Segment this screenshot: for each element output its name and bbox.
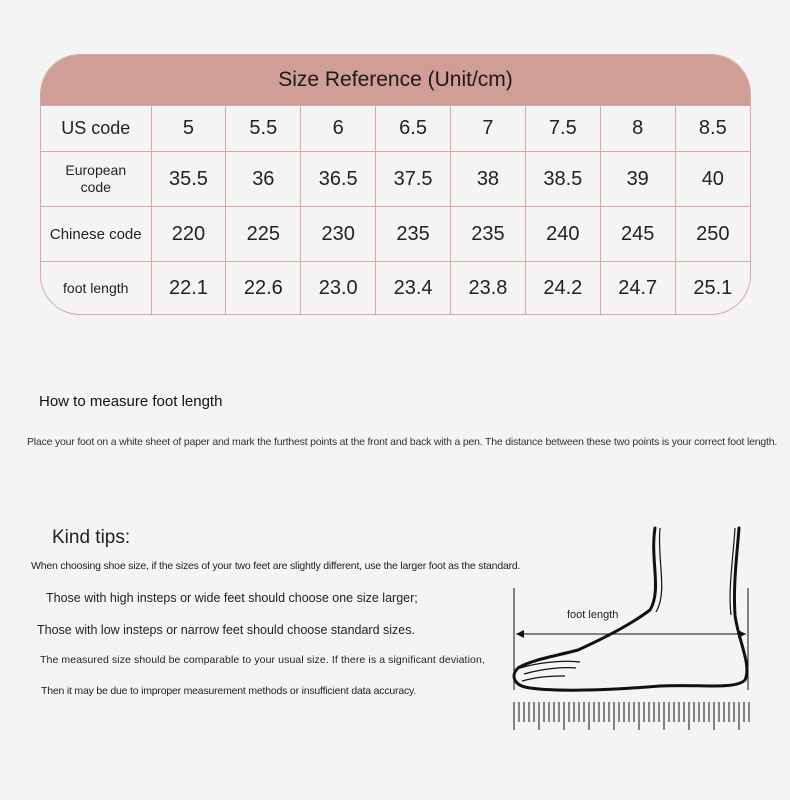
cell: 36.5	[301, 152, 376, 207]
table-row-us	[41, 106, 750, 152]
cell: 7.5	[525, 106, 600, 152]
tip-line-1: When choosing shoe size, if the sizes of your two feet are slightly different, use the larger foot as the standard.	[31, 560, 521, 572]
cell: 240	[525, 207, 600, 262]
row-label-european-text: European code	[65, 162, 127, 195]
cell: 5.5	[226, 106, 301, 152]
table-title: Size Reference (Unit/cm)	[41, 55, 750, 106]
cell: 8	[600, 106, 675, 152]
row-label-foot-length: foot length	[41, 262, 151, 316]
cell: 39	[600, 152, 675, 207]
cell: 38	[451, 152, 526, 207]
cell: 6.5	[376, 106, 451, 152]
ruler	[514, 702, 749, 730]
cell: 38.5	[525, 152, 600, 207]
cell: 22.6	[226, 262, 301, 316]
cell: 35.5	[151, 152, 226, 207]
tip-line-4: The measured size should be comparable to your usual size. If there is a significant deviation,	[40, 654, 485, 666]
foot-length-label: foot length	[567, 609, 619, 621]
measure-heading: How to measure foot length	[39, 393, 223, 410]
measure-instructions: Place your foot on a white sheet of paper and mark the furthest points at the front and back with a pen. The distance between these two points is your correct foot length.	[27, 436, 778, 448]
tip-line-3: Those with low insteps or narrow feet should choose standard sizes.	[37, 623, 415, 637]
cell: 225	[226, 207, 301, 262]
row-label-chinese: Chinese code	[41, 207, 151, 262]
cell: 250	[675, 207, 750, 262]
row-label-european	[41, 152, 151, 207]
cell: 245	[600, 207, 675, 262]
cell: 5	[151, 106, 226, 152]
size-reference-table	[40, 54, 751, 315]
tips-title: Kind tips:	[52, 527, 131, 548]
cell: 24.2	[525, 262, 600, 316]
row-label-us: US code	[41, 106, 151, 152]
cell: 25.1	[693, 277, 733, 299]
cell: 7	[451, 106, 526, 152]
cell: 235	[376, 207, 451, 262]
table-row-foot-length	[41, 262, 750, 316]
cell: 23.8	[451, 262, 526, 316]
cell: 36	[226, 152, 301, 207]
cell: 23.0	[301, 262, 376, 316]
cell: 235	[451, 207, 526, 262]
foot-measurement-illustration	[505, 520, 760, 740]
cell: 40	[675, 152, 750, 207]
tip-line-2: Those with high insteps or wide feet should choose one size larger;	[46, 591, 418, 605]
cell: 230	[301, 207, 376, 262]
cell: 22.1	[151, 262, 226, 316]
cell: 8.5	[675, 106, 750, 152]
cell: 6	[301, 106, 376, 152]
size-grid	[41, 106, 750, 315]
cell: 220	[151, 207, 226, 262]
cell: 24.7	[600, 262, 675, 316]
cell: 37.5	[376, 152, 451, 207]
tip-line-5: Then it may be due to improper measurement methods or insufficient data accuracy.	[41, 685, 417, 697]
table-row-european	[41, 152, 750, 207]
cell: 23.4	[376, 262, 451, 316]
table-row-chinese	[41, 207, 750, 262]
